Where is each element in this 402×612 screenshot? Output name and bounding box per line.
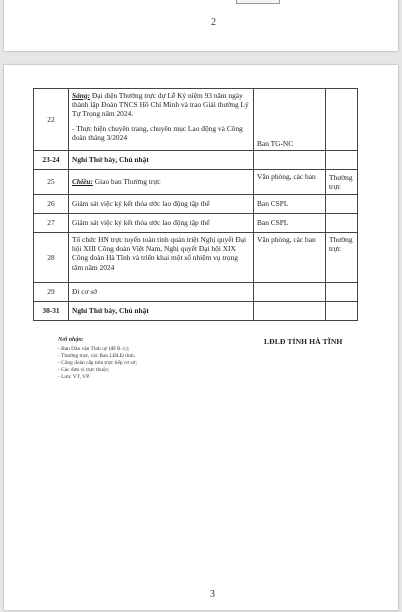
time-label: Chiều: bbox=[72, 177, 93, 187]
recipients-block bbox=[58, 337, 137, 380]
lead-cell: Thường trực bbox=[326, 233, 358, 283]
previous-page bbox=[4, 0, 398, 51]
lead-cell bbox=[326, 195, 358, 214]
table-row bbox=[34, 214, 358, 233]
unit-cell bbox=[254, 302, 326, 321]
content-cell bbox=[69, 170, 254, 195]
unit-cell: Ban CSPL bbox=[254, 195, 326, 214]
content-cell: Nghỉ Thứ bảy, Chủ nhật bbox=[69, 302, 254, 321]
table-row bbox=[34, 283, 358, 302]
lead-cell bbox=[326, 151, 358, 170]
content-cell: Nghỉ Thứ bảy, Chủ nhật bbox=[69, 151, 254, 170]
time-label: Sáng: bbox=[72, 90, 91, 100]
lead-cell bbox=[326, 214, 358, 233]
day-cell: 26 bbox=[34, 195, 69, 214]
table-row bbox=[34, 89, 358, 151]
unit-cell: Văn phòng, các ban bbox=[254, 170, 326, 195]
table-row bbox=[34, 302, 358, 321]
day-cell: 27 bbox=[34, 214, 69, 233]
content-text-2: - Thực hiện chuyên trang, chuyên mục Lao động và Công đoàn tháng 3/2024 bbox=[72, 123, 243, 143]
unit-cell: Văn phòng, các ban bbox=[254, 233, 326, 283]
unit-cell: Ban CSPL bbox=[254, 214, 326, 233]
lead-cell: Thường trực bbox=[326, 170, 358, 195]
page-number-top: 2 bbox=[211, 17, 216, 28]
lead-cell bbox=[326, 89, 358, 151]
unit-cell bbox=[254, 151, 326, 170]
table-row bbox=[34, 233, 358, 283]
table-row bbox=[34, 151, 358, 170]
content-cell bbox=[69, 89, 254, 151]
unit-cell bbox=[254, 283, 326, 302]
day-cell: 22 bbox=[34, 89, 69, 151]
page-tab bbox=[236, 0, 280, 4]
lead-cell bbox=[326, 283, 358, 302]
recipient-item: - Các đơn vị trực thuộc; bbox=[58, 366, 110, 373]
content-cell: Đi cơ sở bbox=[69, 283, 254, 302]
page-number-bottom: 3 bbox=[210, 589, 215, 600]
unit-cell: Ban TG-NC bbox=[254, 89, 326, 151]
recipient-item: - Thường trực, các Ban LĐLĐ tỉnh; bbox=[58, 352, 136, 359]
content-cell: Giám sát việc ký kết thỏa ước lao động tập thể bbox=[69, 214, 254, 233]
content-text: Đại diện Thường trực dự Lễ Kỷ niệm 93 năm ngày thành lập Đoàn TNCS Hồ Chí Minh và trao Giải thưởng Lý Tự Trọng năm 2024. bbox=[72, 90, 249, 119]
recipient-item: - Lưu: VT, VP. bbox=[58, 373, 90, 380]
content-text: Giao ban Thường trực bbox=[92, 177, 161, 187]
table-row bbox=[34, 170, 358, 195]
day-cell: 25 bbox=[34, 170, 69, 195]
table-row bbox=[34, 195, 358, 214]
content-cell: Tổ chức HN trực tuyến toàn tỉnh quán triệt Nghị quyết Đại hội XIII Công đoàn Việt Nam, Nghị quyết Đại hội XIX Công đoàn Hà Tĩnh và triển khai một số nhiệm vụ trọng tâm năm 2024 bbox=[69, 233, 254, 283]
content-cell: Giám sát việc ký kết thỏa ước lao động tập thể bbox=[69, 195, 254, 214]
recipients-title: Nơi nhận: bbox=[58, 337, 84, 343]
day-cell: 23-24 bbox=[34, 151, 69, 170]
lead-cell bbox=[326, 302, 358, 321]
recipient-item: - Công đoàn cấp trên trực tiếp cơ sở; bbox=[58, 359, 137, 366]
schedule-table bbox=[33, 88, 358, 321]
recipient-item: - Ban Dân vận Tỉnh uỷ (để B /c); bbox=[58, 345, 130, 352]
day-cell: 30-31 bbox=[34, 302, 69, 321]
day-cell: 29 bbox=[34, 283, 69, 302]
day-cell: 28 bbox=[34, 233, 69, 283]
organization-name: LĐLĐ TỈNH HÀ TĨNH bbox=[264, 337, 343, 346]
